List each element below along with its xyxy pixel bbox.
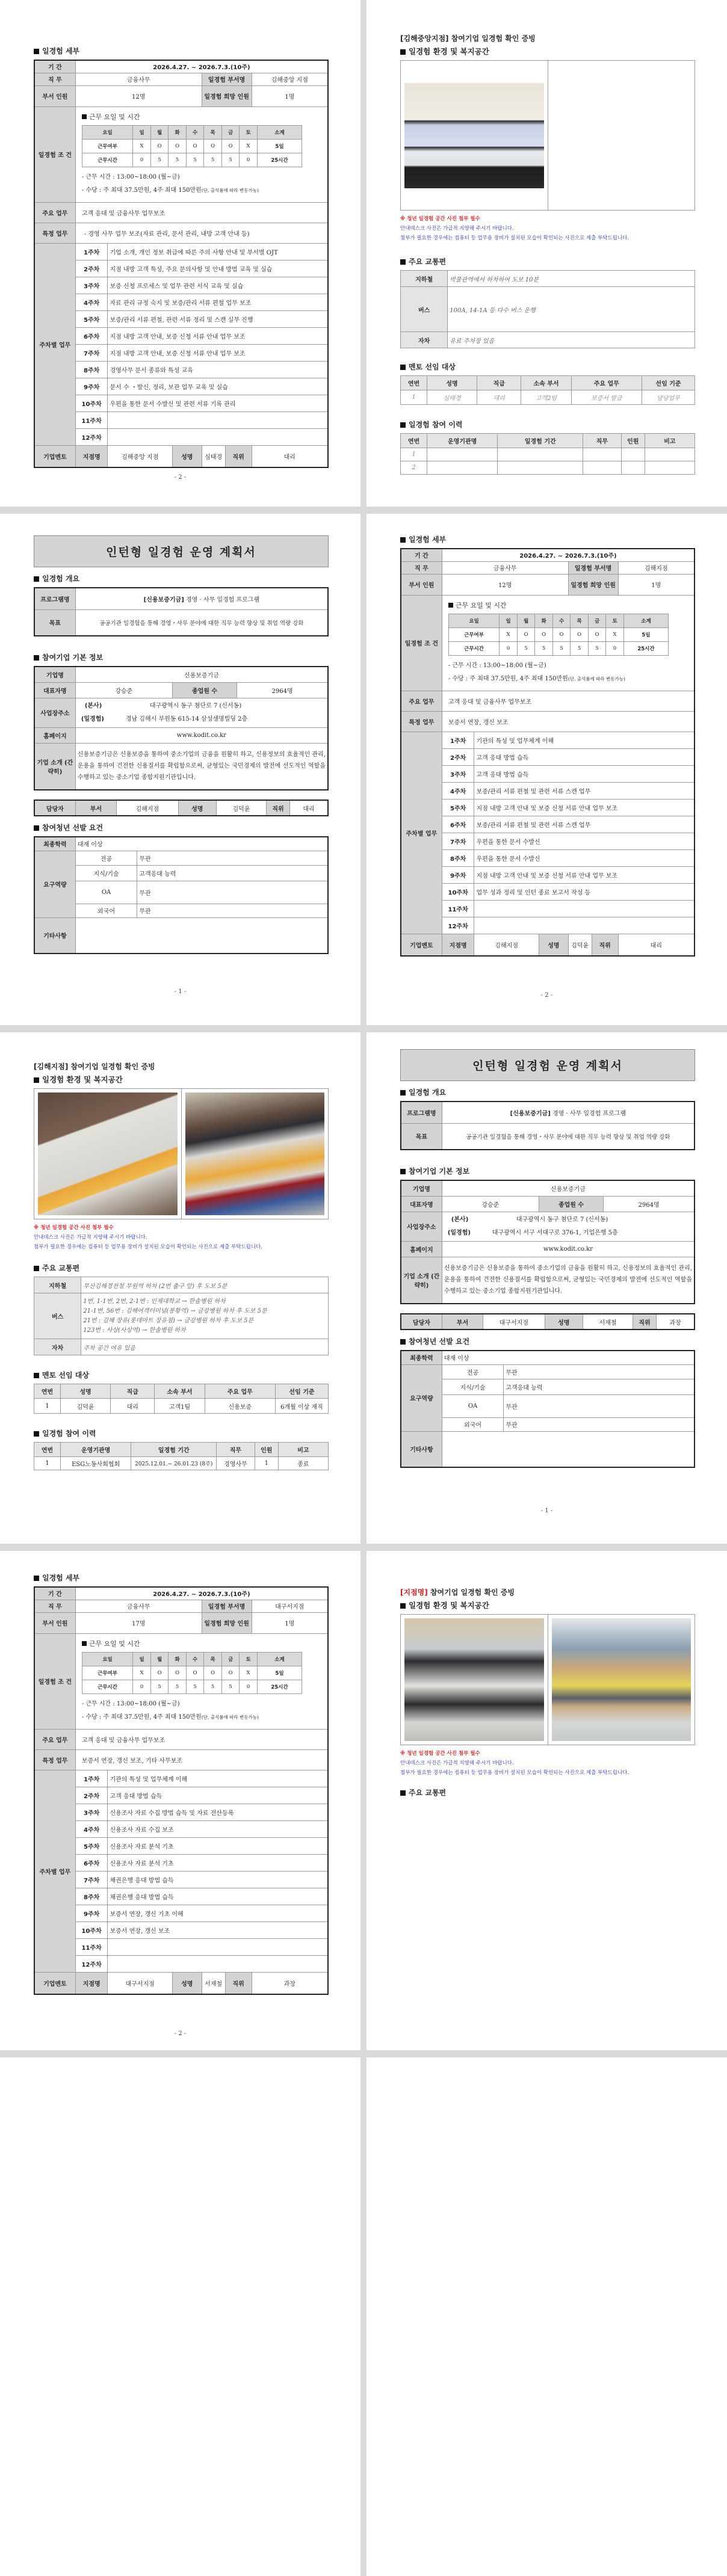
detail-table: 기 간 2026.4.27. ~ 2026.7.3.(10주) 직 무 금융사무 일경험 부서명 김해지점 부서 인원 12명 일경험 희망 인원 1명 일경험 조 건 근무 요일 및 시간 요일 일 월 화 수 목 금 토 소계 근무여부 X O O O O O X 5일 근무시간 0 5 5 5 5 5 0 25시간 - 근무 시간 : 13:00~18:00 (월~금) - 수당 : 주 최대 37.5만원, 4주 최대 150만원(단, 출석률에 따라 변동가능) 주요 업무 고객 응대 및 금융사무 업무보조 특정 업무 보증서 연장, 갱신 보조 주차별 업무 1주차 기관의 특성 및 업무체계 이해 2주차 고객 응대 방법 습득 3주차 고객 응대 방법 습득 4주차 보증/관리 서류 편철 및 관련 서류 스캔 업무 5주차 지점 내방 고객 안내 및 보증 신청 서류 안내 업무 보조 6주차 보증/관리 서류 편철 및 관련 서류 스캔 업무 7주차 우편을 통한 문서 수발신 8주차 우편을 통한 문서 수발신 9주차 지점 내방 고객 안내 및 보증 신청 서류 안내 업무 보조 10주차 업무 성과 정리 및 인턴 종료 보고서 작성 등 11주차 12주차 기업멘토 지점명 김해지점 성명 김덕윤 직위 대리: [400, 548, 695, 957]
mentor-table: 연번 성명 직급 소속 부서 주요 업무 선임 기준 1 김덕윤 대리 고객1팀 신용보증 6개월 이상 재직: [34, 1384, 329, 1414]
square-bullet-icon: [400, 1169, 406, 1174]
requirements-table: 최종학력 대재 이상 요구역량 전공 무관 지식/기술 고객응대 능력 OA 무관 외국어 무관 기타사항: [34, 836, 329, 954]
square-bullet-icon: [400, 422, 406, 428]
square-bullet-icon: [34, 1576, 39, 1581]
detail-table: 기 간 2026.4.27. ~ 2026.7.3.(10주) 직 무 금융사무 일경험 부서명 대구서지점 부서 인원 17명 일경험 희망 인원 1명 일경험 조 건 근무 요일 및 시간 요일 일 월 화 수 목 금 토 소계 근무여부 X O O O O O X 5일 근무시간 0 5 5 5 5 5 0 25시간 - 근무 시간 : 13:00~18:00 (월~금) - 수당 : 주 최대 37.5만원, 4주 최대 150만원(단, 출석률에 따라 변동가능) 주요 업무 고객 응대 및 금융사무 업무보조 특정 업무 보증서 연장, 갱신 보조, 기타 사무보조 주차별 업무 1주차 기관의 특성 및 업무체계 이해 2주차 고객 응대 방법 습득 3주차 신용조사 자료 수집 방법 습득 및 자료 전산등록 4주차 신용조사 자료 수집 보조 5주차 신용조사 자료 분석 기초 6주차 신용조사 자료 분석 기초 7주차 채권은행 응대 방법 습득 8주차 채권은행 응대 방법 습득 9주차 보증서 연장, 갱신 기초 이해 10주차 보증서 연장, 갱신 보조 11주차 12주차 기업멘토 지점명 대구서지점 성명 서재철 직위 과장: [34, 1586, 329, 1995]
workspace-photo-cubicle: [404, 1618, 544, 1741]
square-bullet-icon: [400, 537, 406, 543]
mentor-table: 연번 성명 직급 소속 부서 주요 업무 선임 기준 1 심태경 대리 고객2팀 보증서 발급 담당업무: [400, 375, 695, 405]
schedule-table: 요일 일 월 화 수 목 금 토 소계 근무여부 X O O O O O X 5일 근무시간 0 5 5 5 5 5 0 25시간: [82, 125, 302, 167]
square-bullet-icon: [400, 259, 406, 265]
square-bullet-icon: [82, 114, 87, 119]
detail-table: 기 간 2026.4.27. ~ 2026.7.3.(10주) 직 무 금융사무 일경험 부서명 김해중앙 지점 부서 인원 12명 일경험 희망 인원 1명 일경험 조 건 근무 요일 및 시간 요일 일 월 화 수 목 금 토 소계 근무여부 X O O O O O X 5일 근무시간 0 5 5 5 5 5 0 25시간 - 근무 시간 : 13:00~18:00 (월~금) - 수당 : 주 최대 37.5만원, 4주 최대 150만원(단, 출석률에 따라 변동가능) 주요 업무 고객 응대 및 금융사무 업무보조 특정 업무 - 경영 사무 업무 보조(자료 관리, 문서 관리, 내방 고객 안내 등) 주차별 업무 1주차 기업 소개, 개인 정보 취급에 따른 주의 사항 안내 및 부서별 OJT 2주차 지점 내방 고객 특성, 주요 문의사항 및 안내 방법 교육 및 실습 3주차 보증 신청 프로세스 및 업무 관련 서식 교육 및 실습 4주차 자료 관리 규정 숙지 및 보증/관리 서류 편철 업무 보조 5주차 보증/관리 서류 편철, 관련 서류 정리 및 스캔 실무 진행 6주차 지점 내방 고객 안내, 보증 신청 서류 안내 업무 보조 7주차 지점 내방 고객 안내, 보증 신청 서류 안내 업무 보조 8주차 경영사무 문서 종류와 특성 교육 9주차 문서 수 ・발신, 정리, 보관 업무 교육 및 실습 10주차 우편을 통한 문서 수발신 및 관련 서류 기록 관리 11주차 12주차 기업멘토 지점명 김해중앙 지점 성명 심태경 직위 대리: [34, 60, 329, 468]
square-bullet-icon: [400, 365, 406, 370]
square-bullet-icon: [34, 655, 39, 661]
square-bullet-icon: [34, 825, 39, 831]
square-bullet-icon: [400, 1339, 406, 1345]
schedule-table: 요일 일 월 화 수 목 금 토 소계 근무여부 X O O O O O X 5일 근무시간 0 5 5 5 5 5 0 25시간: [82, 1652, 302, 1694]
photo-grid: [400, 60, 695, 211]
requirements-table: 최종학력 대재 이상 요구역량 전공 무관 지식/기술 고객응대 능력 OA 무관 외국어 무관 기타사항: [400, 1350, 695, 1468]
square-bullet-icon: [34, 1431, 39, 1437]
square-bullet-icon: [34, 49, 39, 54]
page-blank-left: [0, 2057, 360, 2576]
page-detail-gimhae: 일경험 세부 기 간 2026.4.27. ~ 2026.7.3.(10주) 직 무 금융사무 일경험 부서명 김해지점 부서 인원 12명 일경험 희망 인원 1명 일경험 조 건 근무 요일 및 시간 요일 일 월 화 수 목 금 토 소계 근무여부 X O O O O O X 5일 근무시간 0 5 5 5 5 5 0 25시간 - 근무 시간 : 13:00~18:00 (월~금) - 수당 : 주 최대 37.5만원, 4주 최대 150만원(단, 출석률에 따라 변동가능) 주요 업무 고객 응대 및 금융사무 업무보조 특정 업무 보증서 연장, 갱신 보조 주차별 업무 1주차 기관의 특성 및 업무체계 이해 2주차 고객 응대 방법 습득 3주차 고객 응대 방법 습득 4주차 보증/관리 서류 편철 및 관련 서류 스캔 업무 5주차 지점 내방 고객 안내 및 보증 신청 서류 안내 업무 보조 6주차 보증/관리 서류 편철 및 관련 서류 스캔 업무 7주차 우편을 통한 문서 수발신 8주차 우편을 통한 문서 수발신 9주차 지점 내방 고객 안내 및 보증 신청 서류 안내 업무 보조 10주차 업무 성과 정리 및 인턴 종료 보고서 작성 등 11주차 12주차 기업멘토 지점명 김해지점 성명 김덕윤 직위 대리 - 2 -: [367, 514, 727, 1025]
page-blank-right: [367, 2057, 727, 2576]
square-bullet-icon: [400, 1603, 406, 1609]
photo-notes: ※ 청년 일경험 공간 사진 첨부 필수 안내데스크 사진은 가급적 지양해 주시기 바랍니다. 첨부가 필요한 경우에는 컴퓨터 등 업무용 장비가 설치된 모습이 확인되는 사진으로 제출 부탁드립니다.: [400, 216, 629, 241]
doc-title: 인턴형 일경험 운영 계획서: [34, 535, 329, 567]
page-evidence-gimhae-central: [김해중앙지점] 참여기업 일경험 확인 증빙 일경험 환경 및 복지공간 ※ 청년 일경험 공간 사진 첨부 필수 안내데스크 사진은 가급적 지양해 주시기 바랍니다. 첨부가 필요한 경우에는 컴퓨터 등 업무용 장비가 설치된 모습이 확인되는 사진으로 제출 부탁드립니다. 주요 교통편 지하철 박물관역에서 하차하여 도보 10분 버스 100A, 14-1A 등 다수 버스 운행 자차 유료 주차장 있음 멘토 선임 대상 연번 성명 직급 소속 부서 주요 업무 선임 기준 1 심태경 대리 고객2팀 보증서 발급 담당업무 일경험 참여 이력 연번 운영기관명 일경험 기간 직무 인원 비고 1 2: [367, 0, 727, 507]
overview-table: 프로그램명 [신용보증기금] 경영 · 사무 일경험 프로그램 목표 공공기관 일경험을 통해 경영・사무 분야에 대한 직무 능력 향상 및 취업 역량 강화: [400, 1101, 695, 1150]
transport-table: 지하철 부산김해경전철 부원역 하차 (2번 출구 앞) 후 도보 5분 버스 1번, 1-1번, 2번, 2-1번 : 인제대학교 → 한솔병원 하차 21-1번, 56번 : 김해여객터미널(봉황역) → 금강병원 하차 후 도보 5분 21번 : 김해 장유(롯데마트 장유점) → 금강병원 하차 후 도보 5분 123번 : 사상(사상역) → 한솔병원 하차 자차 주차 공간 여유 있음: [34, 1277, 329, 1355]
photo-grid: [400, 1614, 695, 1745]
photo-grid: [34, 1088, 329, 1219]
workspace-photo-desk-laptop: [185, 1092, 325, 1215]
page-detail-gimhae-central: 일경험 세부 기 간 2026.4.27. ~ 2026.7.3.(10주) 직 무 금융사무 일경험 부서명 김해중앙 지점 부서 인원 12명 일경험 희망 인원 1명 일경험 조 건 근무 요일 및 시간 요일 일 월 화 수 목 금 토 소계 근무여부 X O O O O O X 5일 근무시간 0 5 5 5 5 5 0 25시간 - 근무 시간 : 13:00~18:00 (월~금) - 수당 : 주 최대 37.5만원, 4주 최대 150만원(단, 출석률에 따라 변동가능) 주요 업무 고객 응대 및 금융사무 업무보조 특정 업무 - 경영 사무 업무 보조(자료 관리, 문서 관리, 내방 고객 안내 등) 주차별 업무 1주차 기업 소개, 개인 정보 취급에 따른 주의 사항 안내 및 부서별 OJT 2주차 지점 내방 고객 특성, 주요 문의사항 및 안내 방법 교육 및 실습 3주차 보증 신청 프로세스 및 업무 관련 서식 교육 및 실습 4주차 자료 관리 규정 숙지 및 보증/관리 서류 편철 업무 보조 5주차 보증/관리 서류 편철, 관련 서류 정리 및 스캔 실무 진행 6주차 지점 내방 고객 안내, 보증 신청 서류 안내 업무 보조 7주차 지점 내방 고객 안내, 보증 신청 서류 안내 업무 보조 8주차 경영사무 문서 종류와 특성 교육 9주차 문서 수 ・발신, 정리, 보관 업무 교육 및 실습 10주차 우편을 통한 문서 수발신 및 관련 서류 기록 관리 11주차 12주차 기업멘토 지점명 김해중앙 지점 성명 심태경 직위 대리 - 2 -: [0, 0, 360, 507]
square-bullet-icon: [34, 1077, 39, 1083]
square-bullet-icon: [400, 1090, 406, 1095]
homepage-link[interactable]: www.kodit.co.kr: [442, 1241, 695, 1257]
manager-table: 담당자 부서 김해지점 성명 김덕윤 직위 대리: [34, 800, 329, 816]
square-bullet-icon: [34, 1373, 39, 1378]
evidence-title: [김해중앙지점] 참여기업 일경험 확인 증빙: [400, 34, 536, 43]
page-evidence-gimhae: [김해지점] 참여기업 일경험 확인 증빙 일경험 환경 및 복지공간 ※ 청년 일경험 공간 사진 첨부 필수 안내데스크 사진은 가급적 지양해 주시기 바랍니다. 첨부가 필요한 경우에는 컴퓨터 등 업무용 장비가 설치된 모습이 확인되는 사진으로 제출 부탁드립니다. 주요 교통편 지하철 부산김해경전철 부원역 하차 (2번 출구 앞) 후 도보 5분 버스 1번, 1-1번, 2번, 2-1번 : 인제대학교 → 한솔병원 하차 21-1번, 56번 : 김해여객터미널(봉황역) → 금강병원 하차 후 도보 5분 21번 : 김해 장유(롯데마트 장유점) → 금강병원 하차 후 도보 5분 123번 : 사상(사상역) → 한솔병원 하차 자차 주차 공간 여유 있음 멘토 선임 대상 연번 성명 직급 소속 부서 주요 업무 선임 기준 1 김덕윤 대리 고객1팀 신용보증 6개월 이상 재직 일경험 참여 이력 연번 운영기관명 일경험 기간 직무 인원 비고 1 ESG노동사회협회 2025.12.01.~ 26.01.23 (8주) 경영사무 1 종료: [0, 1032, 360, 1544]
doc-title: 인턴형 일경험 운영 계획서: [400, 1049, 695, 1081]
workspace-photo-monitors: [404, 83, 544, 188]
square-bullet-icon: [400, 49, 406, 55]
history-table: 연번 운영기관명 일경험 기간 직무 인원 비고 1 ESG노동사회협회 2025.12.01.~ 26.01.23 (8주) 경영사무 1 종료: [34, 1442, 329, 1470]
page-detail-daegu-seo: 일경험 세부 기 간 2026.4.27. ~ 2026.7.3.(10주) 직 무 금융사무 일경험 부서명 대구서지점 부서 인원 17명 일경험 희망 인원 1명 일경험 조 건 근무 요일 및 시간 요일 일 월 화 수 목 금 토 소계 근무여부 X O O O O O X 5일 근무시간 0 5 5 5 5 5 0 25시간 - 근무 시간 : 13:00~18:00 (월~금) - 수당 : 주 최대 37.5만원, 4주 최대 150만원(단, 출석률에 따라 변동가능) 주요 업무 고객 응대 및 금융사무 업무보조 특정 업무 보증서 연장, 갱신 보조, 기타 사무보조 주차별 업무 1주차 기관의 특성 및 업무체계 이해 2주차 고객 응대 방법 습득 3주차 신용조사 자료 수집 방법 습득 및 자료 전산등록 4주차 신용조사 자료 수집 보조 5주차 신용조사 자료 분석 기초 6주차 신용조사 자료 분석 기초 7주차 채권은행 응대 방법 습득 8주차 채권은행 응대 방법 습득 9주차 보증서 연장, 갱신 기초 이해 10주차 보증서 연장, 갱신 보조 11주차 12주차 기업멘토 지점명 대구서지점 성명 서재철 직위 과장 - 2 -: [0, 1551, 360, 2050]
square-bullet-icon: [82, 1641, 87, 1646]
welfare-photo-lounge: [552, 1618, 691, 1741]
schedule-table: 요일 일 월 화 수 목 금 토 소계 근무여부 X O O O O O X 5일 근무시간 0 5 5 5 5 5 0 25시간: [448, 614, 669, 656]
manager-table: 담당자 부서 대구서지점 성명 서재철 직위 과장: [400, 1313, 695, 1330]
square-bullet-icon: [34, 576, 39, 582]
page-evidence-template: [지점명] 참여기업 일경험 확인 증빙 일경험 환경 및 복지공간 ※ 청년 일경험 공간 사진 첨부 필수 안내데스크 사진은 가급적 지양해 주시기 바랍니다. 첨부가 필요한 경우에는 컴퓨터 등 업무용 장비가 설치된 모습이 확인되는 사진으로 제출 부탁드립니다. 주요 교통편: [367, 1551, 727, 2050]
work-condition: 근무 요일 및 시간 요일 일 월 화 수 목 금 토 소계 근무여부 X O O O O O X 5일 근무시간 0 5 5 5 5 5 0 25시간 - 근무 시간 : 13:00~18:00 (월~금) - 수당 : 주 최대 37.5만원, 4주 최대 150만원(단, 출석률에 따라 변동가능): [75, 1633, 328, 1729]
work-condition: 근무 요일 및 시간 요일 일 월 화 수 목 금 토 소계 근무여부 X O O O O O X 5일 근무시간 0 5 5 5 5 5 0 25시간 - 근무 시간 : 13:00~18:00 (월~금) - 수당 : 주 최대 37.5만원, 4주 최대 150만원(단, 출석률에 따라 변동가능): [442, 595, 695, 691]
homepage-link[interactable]: www.kodit.co.kr: [75, 727, 328, 743]
history-table: 연번 운영기관명 일경험 기간 직무 인원 비고 1 2: [400, 433, 695, 475]
square-bullet-icon: [34, 1266, 39, 1271]
company-table: 기업명 신용보증기금 대표자명 강승준 종업원 수 2964명 사업장주소 (본사) 대구광역시 동구 첨단로 7 (신서동) (일경험) 대구광역시 서구 서대구로 376-1, 기업은행 5층 홈페이지 www.kodit.co.kr 기업 소개 (간략히) 신용보증기금은 신용보증을 통하여 중소기업의 금융을 원활히 하고, 신용정보의 효율적인 관리,운용을 통하여 건전한 신용질서를 확립함으로써, 균형있는 국민경제의 발전에 선도적인 역할을 수행하고 있는 중소기업 종합지원기관입니다.: [400, 1180, 695, 1304]
workspace-photo-desk: [38, 1092, 178, 1215]
square-bullet-icon: [400, 1790, 406, 1796]
section-heading-detail: 일경험 세부: [34, 46, 329, 56]
work-condition: 근무 요일 및 시간 요일 일 월 화 수 목 금 토 소계 근무여부 X O O O O O X 5일 근무시간 0 5 5 5 5 5 0 25시간 - 근무 시간 : 13:00~18:00 (월~금) - 수당 : 주 최대 37.5만원, 4주 최대 150만원(단, 출석률에 따라 변동가능): [75, 106, 328, 202]
transport-table: 지하철 박물관역에서 하차하여 도보 10분 버스 100A, 14-1A 등 다수 버스 운행 자차 유료 주차장 있음: [400, 270, 695, 348]
overview-table: 프로그램명 [신용보증기금] 경영 · 사무 일경험 프로그램 목표 공공기관 일경험을 통해 경영・사무 분야에 대한 직무 능력 향상 및 취업 역량 강화: [34, 587, 329, 636]
empty-photo-slot: [548, 61, 695, 210]
company-table: 기업명 신용보증기금 대표자명 강승준 종업원 수 2964명 사업장주소 (본사) 대구광역시 동구 첨단로 7 (신서동) (일경험) 경남 김해시 부원동 615-14 삼성생명빌딩 2층 홈페이지 www.kodit.co.kr 기업 소개 (간략히) 신용보증기금은 신용보증을 통하여 중소기업의 금융을 원활히 하고, 신용정보의 효율적인 관리,운용을 통하여 건전한 신용질서를 확립함으로써, 균형있는 국민경제의 발전에 선도적인 역할을 수행하고 있는 중소기업 종합지원기관입니다.: [34, 666, 329, 790]
page-plan-daegu-seo: 인턴형 일경험 운영 계획서 일경험 개요 프로그램명 [신용보증기금] 경영 · 사무 일경험 프로그램 목표 공공기관 일경험을 통해 경영・사무 분야에 대한 직무 능력 향상 및 취업 역량 강화 참여기업 기본 정보 기업명 신용보증기금 대표자명 강승준 종업원 수 2964명 사업장주소 (본사) 대구광역시 동구 첨단로 7 (신서동) (일경험) 대구광역시 서구 서대구로 376-1, 기업은행 5층 홈페이지 www.kodit.co.kr 기업 소개 (간략히) 신용보증기금은 신용보증을 통하여 중소기업의 금융을 원활히 하고, 신용정보의 효율적인 관리,운용을 통하여 건전한 신용질서를 확립함으로써, 균형있는 국민경제의 발전에 선도적인 역할을 수행하고 있는 중소기업 종합지원기관입니다. 담당자 부서 대구서지점 성명 서재철 직위 과장 참여청년 선발 요건 최종학력 대재 이상 요구역량 전공 무관 지식/기술 고객응대 능력 OA 무관 외국어 무관 기타사항 - 1 -: [367, 1032, 727, 1544]
square-bullet-icon: [448, 603, 453, 608]
page-plan-gimhae: 인턴형 일경험 운영 계획서 일경험 개요 프로그램명 [신용보증기금] 경영 · 사무 일경험 프로그램 목표 공공기관 일경험을 통해 경영・사무 분야에 대한 직무 능력 향상 및 취업 역량 강화 참여기업 기본 정보 기업명 신용보증기금 대표자명 강승준 종업원 수 2964명 사업장주소 (본사) 대구광역시 동구 첨단로 7 (신서동) (일경험) 경남 김해시 부원동 615-14 삼성생명빌딩 2층 홈페이지 www.kodit.co.kr 기업 소개 (간략히) 신용보증기금은 신용보증을 통하여 중소기업의 금융을 원활히 하고, 신용정보의 효율적인 관리,운용을 통하여 건전한 신용질서를 확립함으로써, 균형있는 국민경제의 발전에 선도적인 역할을 수행하고 있는 중소기업 종합지원기관입니다. 담당자 부서 김해지점 성명 김덕윤 직위 대리 참여청년 선발 요건 최종학력 대재 이상 요구역량 전공 무관 지식/기술 고객응대 능력 OA 무관 외국어 무관 기타사항 - 1 -: [0, 514, 360, 1025]
